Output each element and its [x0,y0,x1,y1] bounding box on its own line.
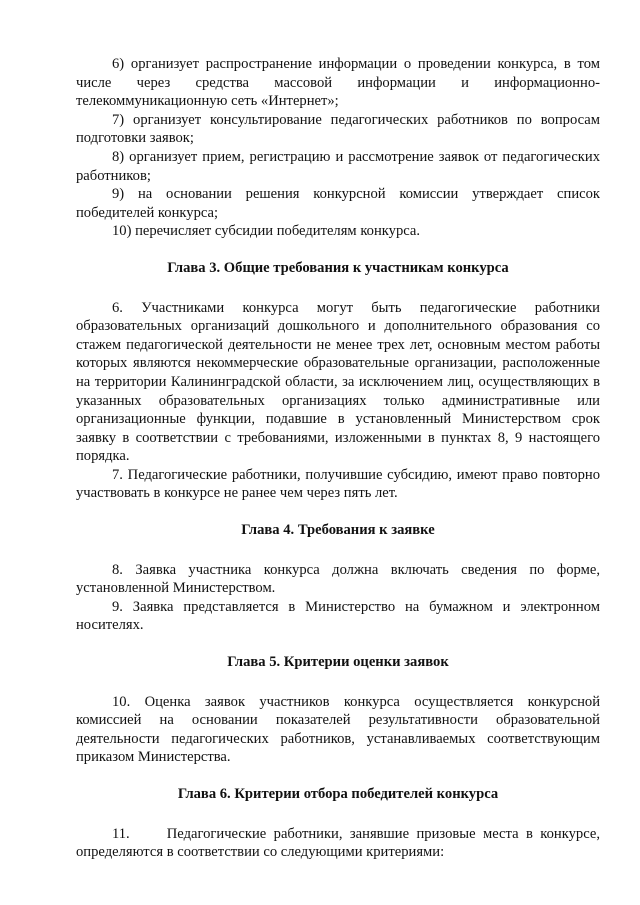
paragraph-clause-6: 6. Участниками конкурса могут быть педагогические работники образовательных организаций дошкольного и дополнительного образования со стажем педагогической деятельности не менее трех лет, основным местом работы которых являются некоммерческие образовательные организации, расположенные на территории Калининградской области, за исключением лиц, осуществляющих в указанных образовательных организациях только административные или организационные функции, подавшие в установленный Министерством срок заявку в соответствии с требованиями, изложенными в пунктах 8, 9 настоящего порядка. [76,299,600,465]
paragraph-clause-8: 8. Заявка участника конкурса должна включать сведения по форме, установленной Министерством. [76,561,600,597]
paragraph-clause-9: 9. Заявка представляется в Министерство на бумажном и электронном носителях. [76,598,600,634]
chapter-3-heading: Глава 3. Общие требования к участникам конкурса [167,259,509,276]
paragraph-item-7: 7) организует консультирование педагогических работников по вопросам подготовки заявок; [76,111,600,147]
paragraph-clause-7: 7. Педагогические работники, получившие субсидию, имеют право повторно участвовать в конкурсе не ранее чем через пять лет. [76,466,600,502]
paragraph-item-8: 8) организует прием, регистрацию и рассмотрение заявок от педагогических работников; [76,148,600,184]
chapter-6-heading: Глава 6. Критерии отбора победителей конкурса [177,786,499,802]
paragraph-clause-11: 11. Педагогические работники, занявшие призовые места в конкурсе, определяются в соответствии со следующими критериями: [76,825,604,861]
paragraph-clause-10: 10. Оценка заявок участников конкурса осуществляется конкурсной комиссией на основании показателей результативности образовательной деятельности педагогических работников, устанавливаемых соответствующим приказом Министерства. [76,693,600,766]
chapter-5-heading: Глава 5. Критерии оценки заявок [227,654,449,671]
paragraph-item-9: 9) на основании решения конкурсной комиссии утверждает список победителей конкурса; [76,186,600,221]
paragraph-item-10: 10) перечисляет субсидии победителям конкурса. [112,223,421,240]
chapter-4-heading: Глава 4. Требования к заявке [241,522,435,539]
paragraph-item-6: 6) организует распространение информации о проведении конкурса, в том числе через средства массовой информации и информационно-телекоммуникационную сеть «Интернет»; [76,56,600,110]
